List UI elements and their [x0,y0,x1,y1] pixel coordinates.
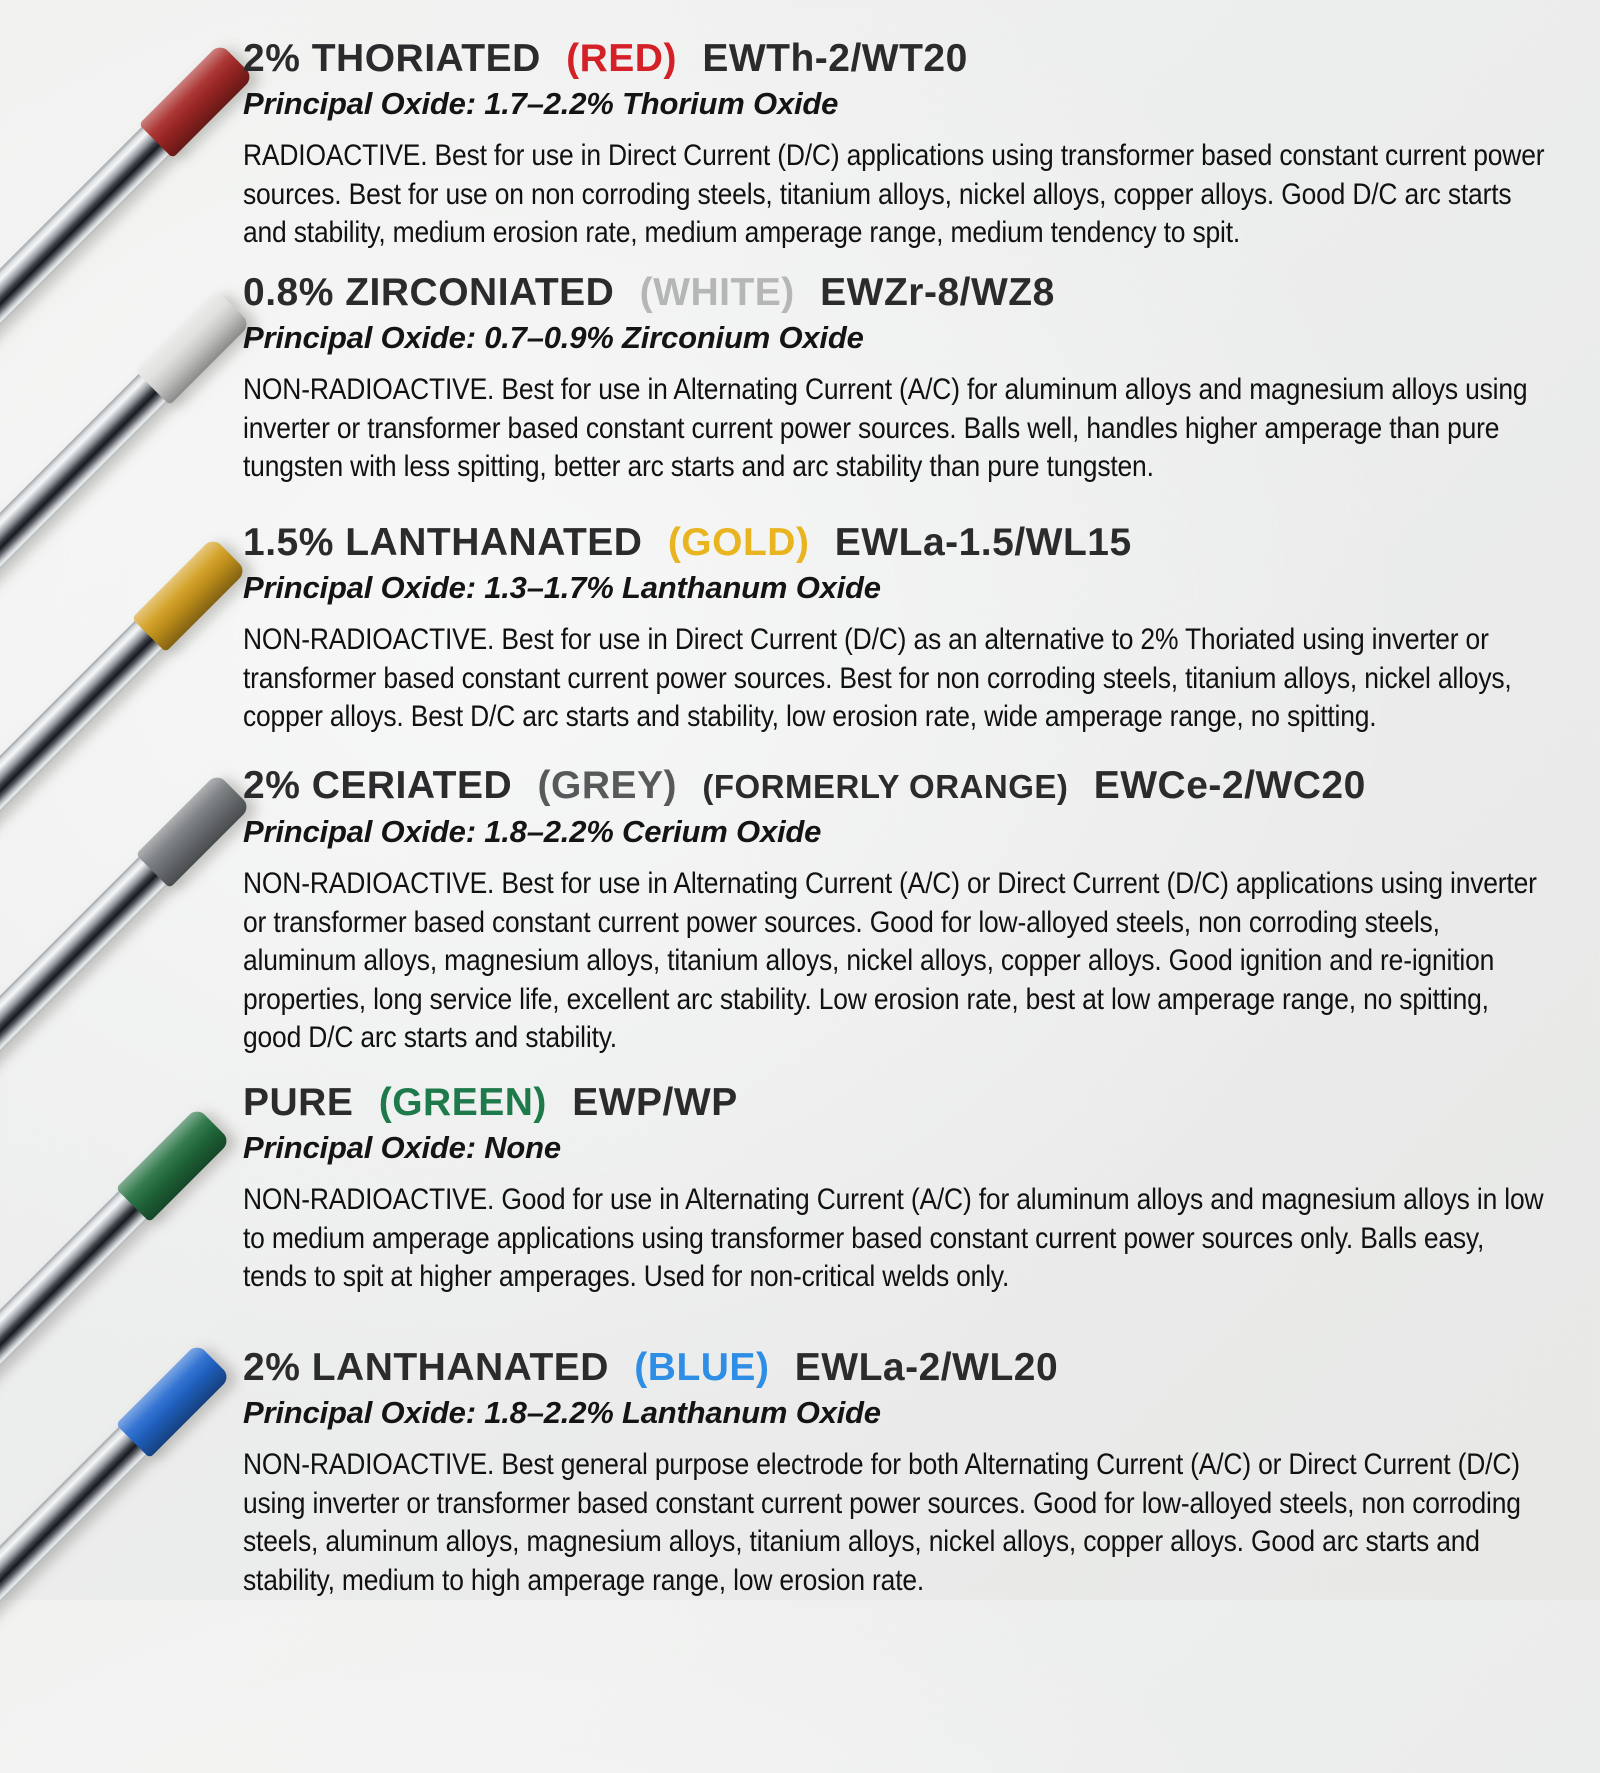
description-text: RADIOACTIVE. Best for use in Direct Current (D/C) applications using transformer based constant current power sources. Best for use on non corroding steels, titanium alloys, nickel alloys, copper alloys. Good D/C arc starts and stability, medium erosion rate, medium amperage range, medium tendency to spit. [243,139,1545,249]
electrode-name: 2% LANTHANATED [243,1346,609,1389]
color-code-label: (RED) [566,37,677,80]
principal-oxide: Principal Oxide: 1.8–2.2% Lanthanum Oxide [243,1395,881,1430]
section-lanthanated-15 [243,520,1563,737]
electrode-name: 2% THORIATED [243,37,541,80]
electrode-rod [0,852,172,1200]
color-code-label: (GREEN) [378,1081,547,1124]
electrode-tip-gold-cap [132,537,247,652]
principal-oxide: Principal Oxide: 1.3–1.7% Lanthanum Oxide [243,570,881,605]
aws-iso-code: EWTh-2/WT20 [702,37,968,80]
principal-oxide: Principal Oxide: 1.7–2.2% Thorium Oxide [243,86,839,121]
section-ceriated [243,763,1563,1058]
description-text: NON-RADIOACTIVE. Best for use in Alternating Current (A/C) or Direct Current (D/C) applications using inverter or transformer based constant current power sources. Good for low-alloyed steels, non corroding steels, aluminum alloys, magnesium alloys, titanium alloys, nickel alloys, copper alloys. Good ignition and re-ignition properties, long service life, excellent arc stability. Low erosion rate, best at low amperage range, no spitting, good D/C arc starts and stability. [243,867,1537,1054]
aws-iso-code: EWP/WP [572,1081,738,1124]
former-color-note: (FORMERLY ORANGE) [702,768,1069,805]
section-thoriated [243,36,1563,253]
section-heading [243,520,1563,566]
description-text: NON-RADIOACTIVE. Best for use in Direct Current (D/C) as an alternative to 2% Thoriated using inverter or transformer based constant current power sources. Best for non corroding steels, titanium alloys, nickel alloys, copper alloys. Best D/C arc starts and stability, low erosion rate, wide amperage range, no spitting. [243,623,1512,733]
description-text: NON-RADIOACTIVE. Best for use in Alternating Current (A/C) for aluminum alloys and magnesium alloys using inverter or transformer based constant current power sources. Balls well, handles higher amperage than pure tungsten with less spitting, better arc starts and arc stability than pure tungsten. [243,373,1528,483]
description-text: NON-RADIOACTIVE. Best general purpose electrode for both Alternating Current (A/C) or Direct Current (D/C) using inverter or transformer based constant current power sources. Good for low-alloyed steels, non corroding steels, aluminum alloys, magnesium alloys, titanium alloys, nickel alloys, copper alloys. Good arc starts and stability, medium to high amperage range, low erosion rate. [243,1448,1521,1597]
section-heading [243,1080,1563,1126]
electrode-name: PURE [243,1081,354,1124]
electrode-name: 0.8% ZIRCONIATED [243,271,615,314]
electrode-tip-red-cap [139,43,254,158]
section-heading [243,270,1563,316]
principal-oxide: Principal Oxide: 0.7–0.9% Zirconium Oxide [243,320,864,355]
aws-iso-code: EWCe-2/WC20 [1093,764,1366,807]
aws-iso-code: EWLa-1.5/WL15 [834,521,1132,564]
electrode-lanthanated-2 [0,1343,231,1773]
electrode-tip-blue-cap [116,1343,231,1458]
color-code-label: (GREY) [537,764,677,807]
section-zirconiated [243,270,1563,487]
electrode-name: 1.5% LANTHANATED [243,521,643,564]
aws-iso-code: EWZr-8/WZ8 [820,271,1055,314]
color-code-label: (GOLD) [667,521,810,564]
description-text: NON-RADIOACTIVE. Good for use in Alternating Current (A/C) for aluminum alloys and magnesium alloys in low to medium amperage applications using transformer based constant current power sources only. Balls easy, tends to spit at higher amperages. Used for non-critical welds only. [243,1183,1544,1293]
electrode-name: 2% CERIATED [243,764,513,807]
section-lanthanated-2 [243,1345,1563,1600]
principal-oxide: Principal Oxide: 1.8–2.2% Cerium Oxide [243,814,822,849]
color-code-label: (BLUE) [634,1346,770,1389]
principal-oxide: Principal Oxide: None [243,1130,561,1165]
electrode-tip-white-cap [136,290,251,405]
color-code-label: (WHITE) [639,271,795,314]
section-heading [243,36,1563,82]
section-heading [243,1345,1563,1391]
electrode-tip-green-cap [116,1107,231,1222]
section-heading [243,763,1563,810]
electrode-tip-grey-cap [136,773,251,888]
section-pure [243,1080,1563,1297]
aws-iso-code: EWLa-2/WL20 [794,1346,1059,1389]
electrode-rod [0,1422,152,1770]
